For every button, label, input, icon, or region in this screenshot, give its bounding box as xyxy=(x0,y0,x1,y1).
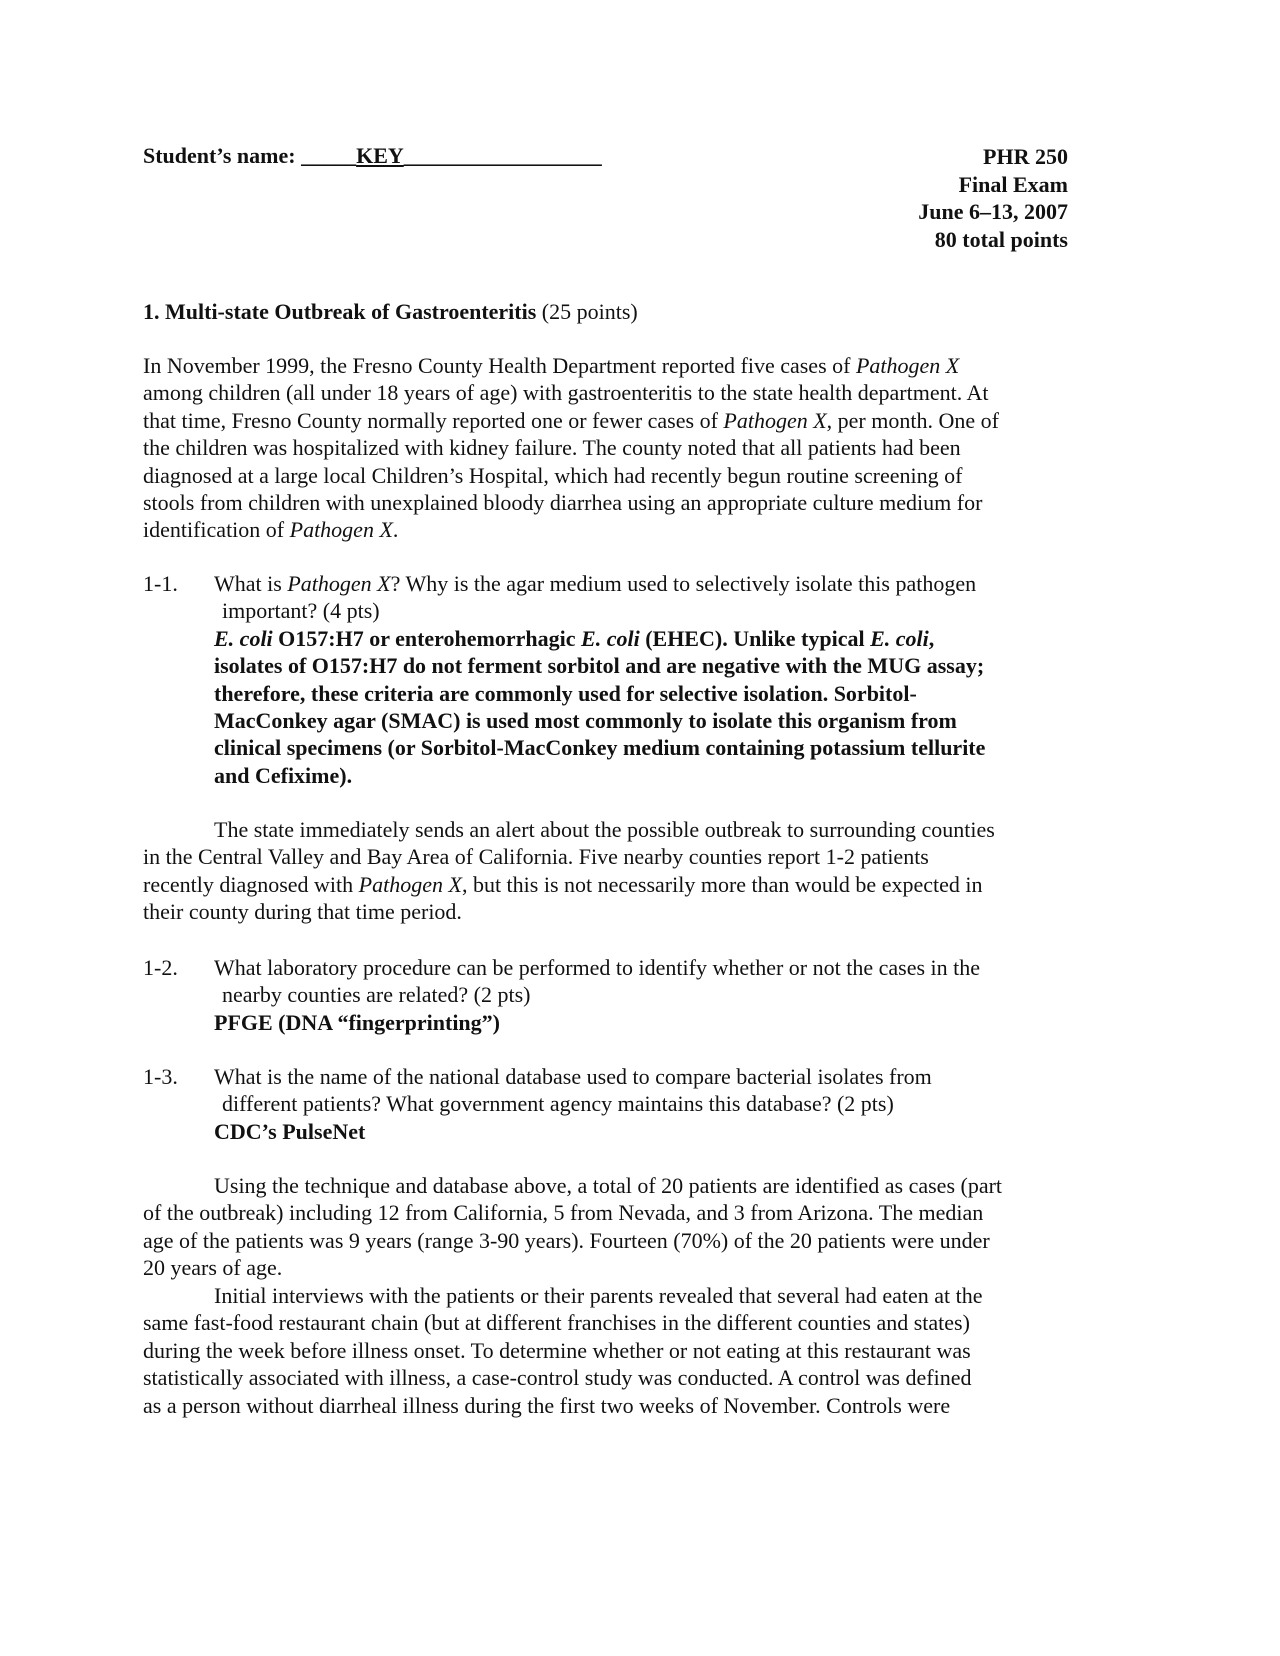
text-run: Initial interviews with the patients or their parents revealed that several had eaten at the xyxy=(214,1283,983,1308)
answer-text: E. coli xyxy=(870,625,929,651)
text-run: same fast-food restaurant chain (but at different franchises in the different counties and states) xyxy=(143,1310,970,1336)
total-points: 80 total points xyxy=(934,227,1068,253)
text-run: in the Central Valley and Bay Area of California. Five nearby counties report 1-2 patients xyxy=(143,844,929,870)
question-number: 1-1. xyxy=(143,571,178,596)
answer-text: 1. Multi-state Outbreak of Gastroenteritis xyxy=(143,299,537,324)
text-line xyxy=(143,1063,1083,1090)
exam-info xyxy=(918,143,1068,254)
text-run: 20 years of age. xyxy=(143,1255,283,1281)
text-run: In November 1999, the Fresno County Health Department reported five cases of xyxy=(143,353,856,378)
text-run: their county during that time period. xyxy=(143,899,462,925)
interviews-paragraph xyxy=(143,1282,1083,1419)
question-number: 1-3. xyxy=(143,1064,178,1089)
text-line xyxy=(143,434,1083,461)
answer-text: , xyxy=(928,625,935,651)
text-run: Pathogen X xyxy=(289,517,393,543)
question-1-1 xyxy=(143,570,1083,789)
intro-paragraph xyxy=(143,352,1083,544)
text-line xyxy=(143,516,1083,543)
text-run: What laboratory procedure can be performed to identify whether or not the cases in the xyxy=(214,955,981,980)
answer-text: (EHEC). Unlike typical xyxy=(639,625,871,651)
text-run: The state immediately sends an alert about the possible outbreak to surrounding counties xyxy=(214,817,995,842)
text-run: Pathogen X xyxy=(358,871,462,897)
answer-text: PFGE (DNA “fingerprinting”) xyxy=(214,1009,500,1035)
text-line xyxy=(143,1309,1083,1336)
answer-text: E. coli xyxy=(214,625,273,651)
text-line xyxy=(143,1009,1083,1036)
text-line xyxy=(143,1337,1083,1364)
answer-text: clinical specimens (or Sorbitol-MacConkey medium containing potassium tellurite xyxy=(214,735,986,761)
text-run: Pathogen X xyxy=(287,571,391,596)
answer-text: MacConkey agar (SMAC) is used most commonly to isolate this organism from xyxy=(214,708,957,734)
text-line xyxy=(143,954,1083,981)
text-run: during the week before illness onset. To determine whether or not eating at this restaurant was xyxy=(143,1337,971,1363)
text-run: the children was hospitalized with kidney failure. The county noted that all patients had been xyxy=(143,435,961,461)
answer-text: E. coli xyxy=(581,625,640,651)
text-line xyxy=(143,734,1083,761)
text-line xyxy=(143,407,1083,434)
text-run: Using the technique and database above, a total of 20 patients are identified as cases (part xyxy=(214,1173,1003,1198)
q1-heading xyxy=(143,298,1083,325)
text-line xyxy=(143,462,1083,489)
text-line xyxy=(143,707,1083,734)
text-line xyxy=(143,1254,1083,1281)
text-run: among children (all under 18 years of age) with gastroenteritis to the state health department. At xyxy=(143,380,989,406)
answer-text: and Cefixime). xyxy=(214,762,353,788)
student-name-line xyxy=(143,143,602,169)
answer-text: O157:H7 or enterohemorrhagic xyxy=(272,625,582,651)
text-run: nearby counties are related? (2 pts) xyxy=(222,982,531,1008)
blank-line: _____ xyxy=(301,143,357,168)
text-line xyxy=(143,898,1083,925)
text-line xyxy=(143,489,1083,516)
text-line xyxy=(143,762,1083,789)
text-line xyxy=(143,816,1083,843)
text-line xyxy=(143,597,1083,624)
answer-text: therefore, these criteria are commonly used for selective isolation. Sorbitol- xyxy=(214,680,917,706)
text-line xyxy=(143,843,1083,870)
text-run: Pathogen X xyxy=(723,407,827,433)
text-line xyxy=(143,1392,1083,1419)
text-line xyxy=(143,570,1083,597)
text-run: , but this is not necessarily more than would be expected in xyxy=(461,871,983,897)
text-line xyxy=(143,981,1083,1008)
text-run: . xyxy=(392,517,399,543)
text-run: (25 points) xyxy=(536,299,638,324)
question-1-2 xyxy=(143,954,1083,1036)
question-number: 1-2. xyxy=(143,955,178,980)
answer-text: isolates of O157:H7 do not ferment sorbitol and are negative with the MUG assay; xyxy=(214,653,985,679)
text-run: as a person without diarrheal illness during the first two weeks of November. Controls were xyxy=(143,1392,951,1418)
text-line xyxy=(143,652,1083,679)
text-run: Pathogen X xyxy=(855,353,960,378)
text-line xyxy=(143,625,1083,652)
text-line xyxy=(143,352,1083,379)
text-run: of the outbreak) including 12 from California, 5 from Nevada, and 3 from Arizona. The median xyxy=(143,1200,984,1226)
text-line xyxy=(143,680,1083,707)
text-line xyxy=(143,1172,1083,1199)
text-line xyxy=(143,1282,1083,1309)
text-run: identification of xyxy=(143,517,290,543)
cases-paragraph xyxy=(143,1172,1083,1282)
text-line xyxy=(143,871,1083,898)
text-line xyxy=(143,298,1083,325)
text-line xyxy=(143,1199,1083,1226)
answer-text: CDC’s PulseNet xyxy=(214,1118,366,1144)
text-run: stools from children with unexplained bloody diarrhea using an appropriate culture medium for xyxy=(143,490,983,516)
text-line xyxy=(143,1118,1083,1145)
exam-dates: June 6–13, 2007 xyxy=(918,199,1068,225)
text-run: diagnosed at a large local Children’s Hospital, which had recently begun routine screening of xyxy=(143,462,963,488)
text-run: , per month. One of xyxy=(826,407,999,433)
question-1-3 xyxy=(143,1063,1083,1145)
text-run: age of the patients was 9 years (range 3-90 years). Fourteen (70%) of the 20 patients were under xyxy=(143,1227,990,1253)
course-code: PHR 250 xyxy=(983,144,1068,169)
student-name-value: KEY xyxy=(356,143,404,168)
text-run: recently diagnosed with xyxy=(143,871,359,897)
text-run: different patients? What government agency maintains this database? (2 pts) xyxy=(222,1091,894,1117)
text-run: What is xyxy=(214,571,288,596)
exam-title: Final Exam xyxy=(958,171,1068,197)
text-line xyxy=(143,1364,1083,1391)
student-name-label: Student’s name: xyxy=(143,143,302,168)
text-run: that time, Fresno County normally reported one or fewer cases of xyxy=(143,407,724,433)
text-line xyxy=(143,1227,1083,1254)
blank-line: __________________ xyxy=(403,143,602,168)
text-run: statistically associated with illness, a case-control study was conducted. A control was defined xyxy=(143,1365,972,1391)
text-run: important? (4 pts) xyxy=(222,598,380,624)
text-run: What is the name of the national database used to compare bacterial isolates from xyxy=(214,1064,932,1089)
text-run: ? Why is the agar medium used to selectively isolate this pathogen xyxy=(390,571,977,596)
text-line xyxy=(143,1090,1083,1117)
alert-paragraph xyxy=(143,816,1083,926)
text-line xyxy=(143,379,1083,406)
